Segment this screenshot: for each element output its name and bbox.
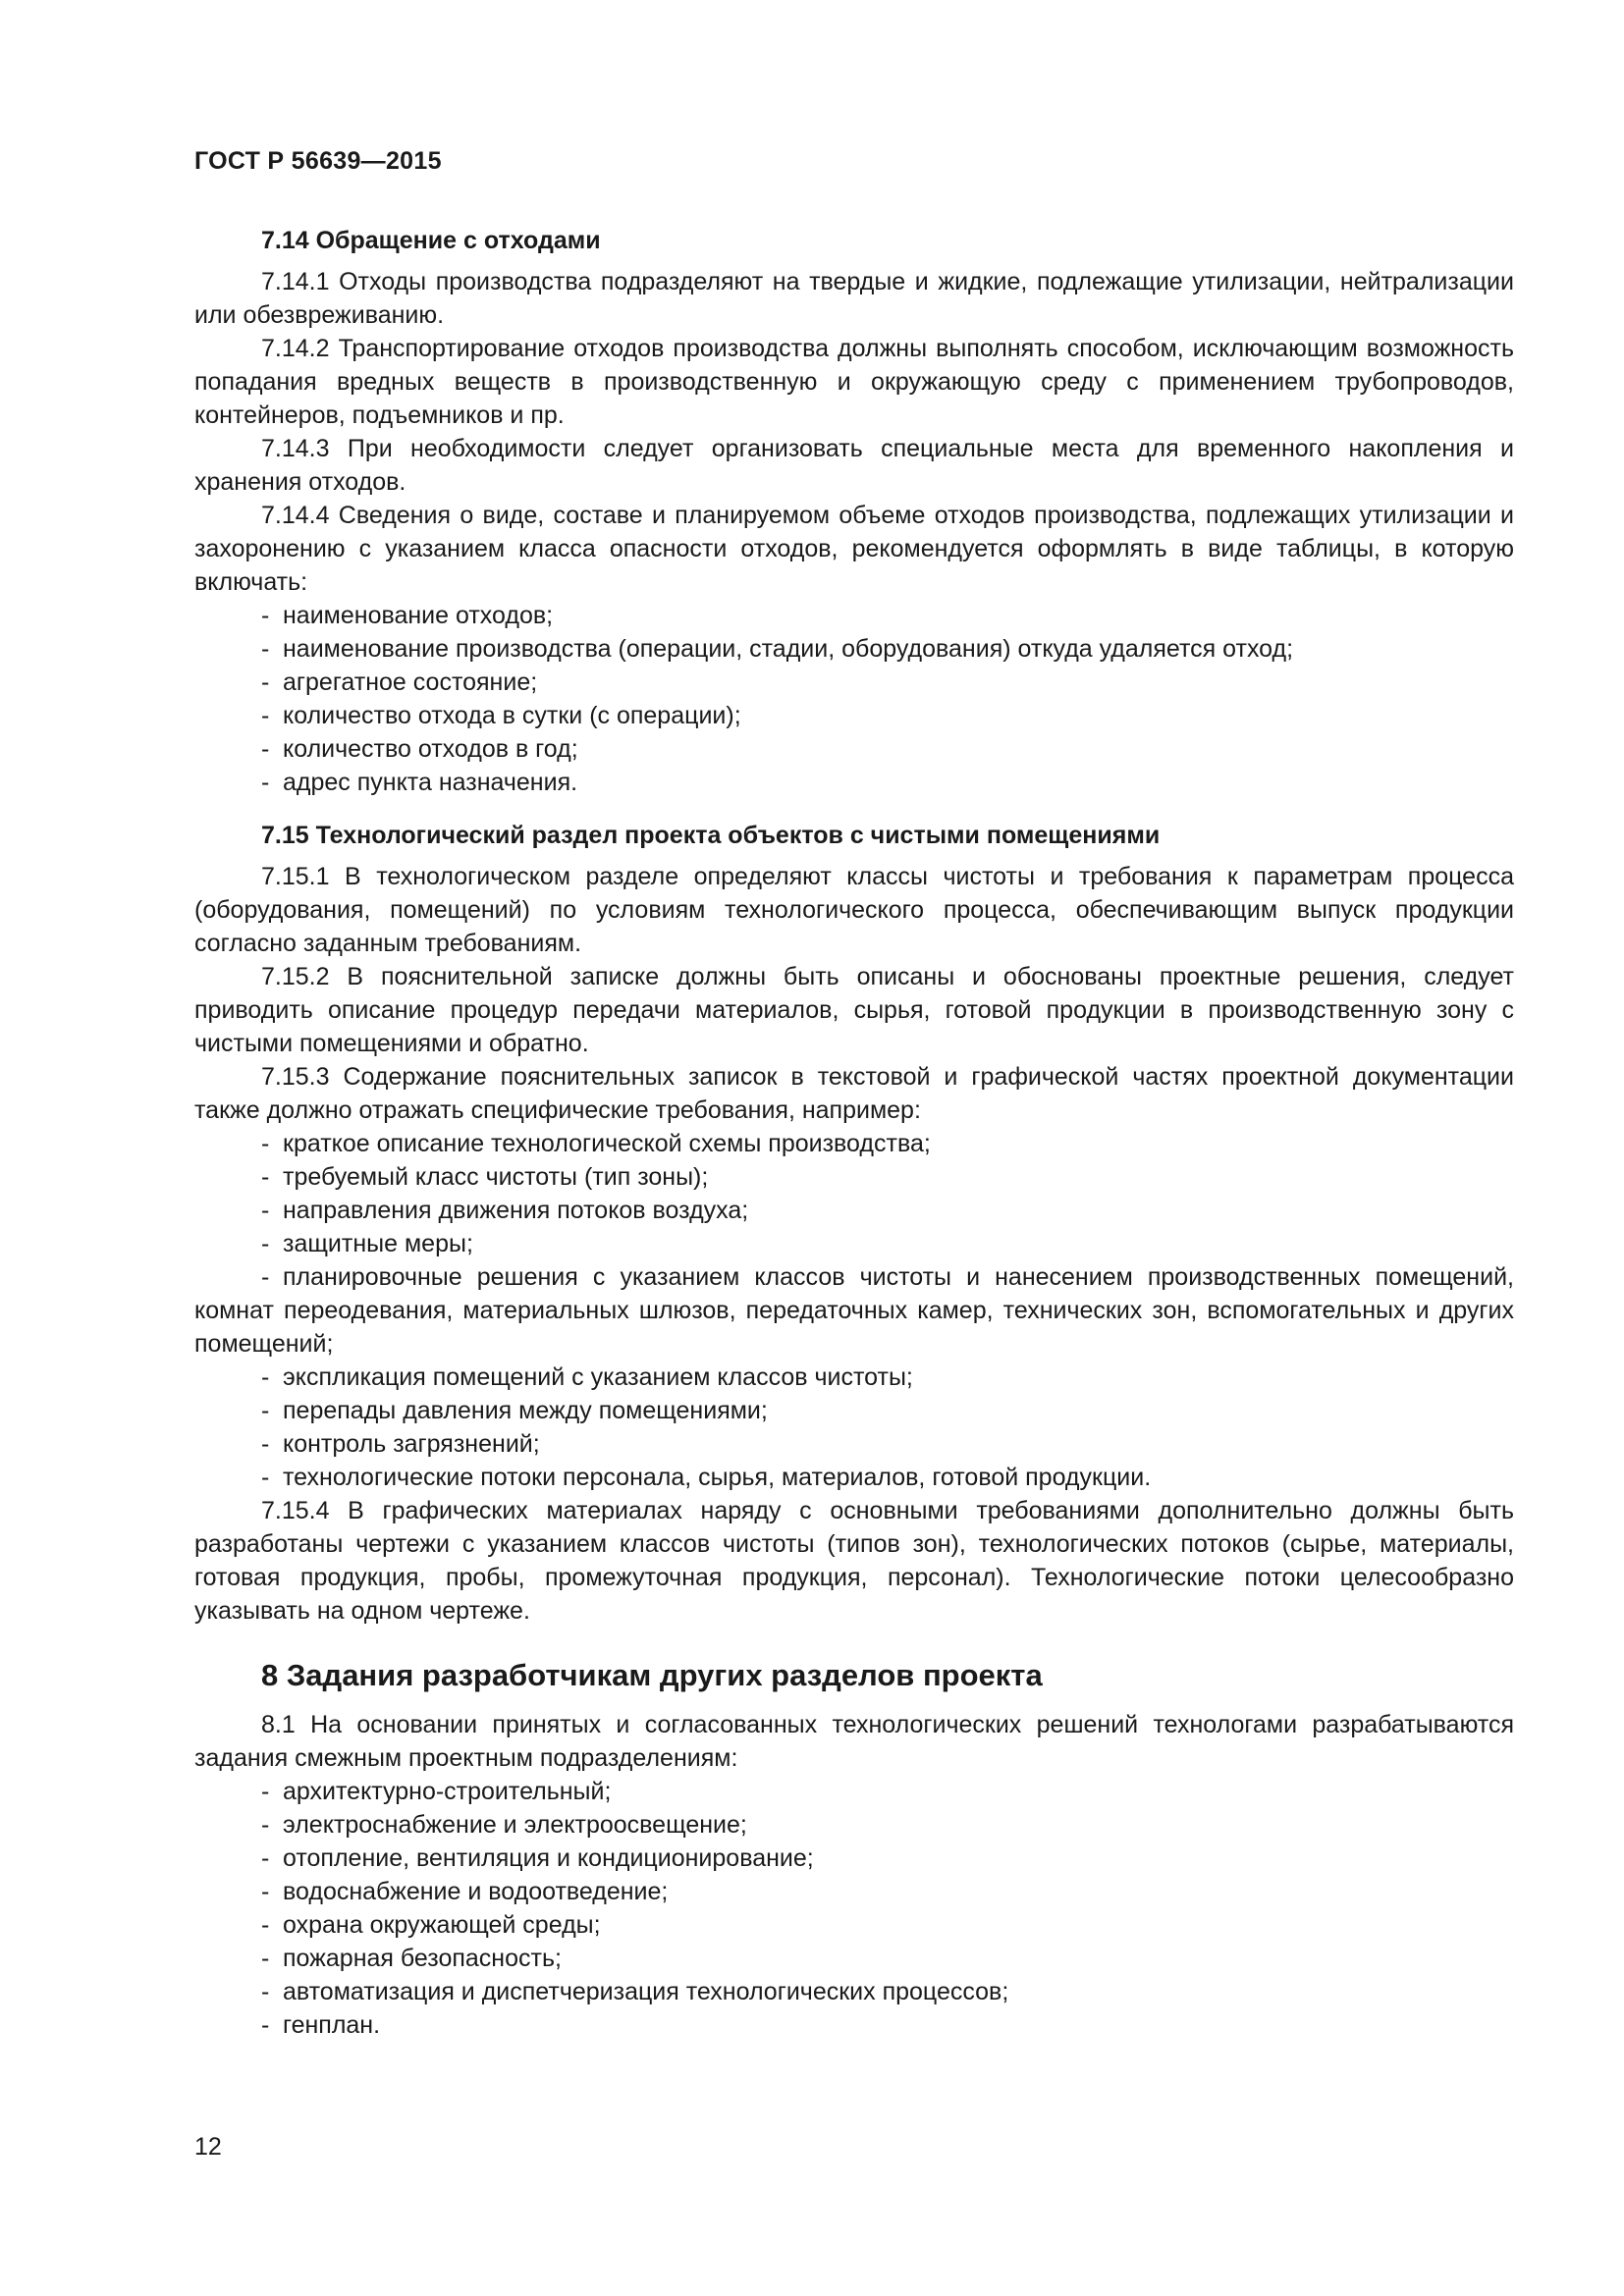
paragraph-7-14-4: 7.14.4 Сведения о виде, составе и планируемом объеме отходов производства, подлежащих утилизации и захоронению с указанием класса опасности отходов, рекомендуется оформлять в виде таблицы, в которую включать: bbox=[194, 502, 1514, 596]
list-item: - генплан. bbox=[261, 2011, 381, 2039]
document-header: ГОСТ Р 56639—2015 bbox=[194, 147, 442, 175]
list-item: - отопление, вентиляция и кондиционирование; bbox=[261, 1844, 814, 1872]
list-item: - количество отходов в год; bbox=[261, 735, 578, 763]
list-item: - контроль загрязнений; bbox=[261, 1430, 540, 1458]
list-7-14 bbox=[194, 599, 1514, 799]
paragraph-7-15-2: 7.15.2 В пояснительной записке должны быть описаны и обоснованы проектные решения, следует приводить описание процедур передачи материалов, сырья, готовой продукции в производственную зону с чистыми помещениями и обратно. bbox=[194, 963, 1514, 1057]
list-7-15 bbox=[194, 1127, 1514, 1494]
list-item: - направления движения потоков воздуха; bbox=[261, 1197, 749, 1224]
list-item: - архитектурно-строительный; bbox=[261, 1778, 612, 1805]
page-number: 12 bbox=[194, 2133, 222, 2161]
section-7-14-title: 7.14 Обращение с отходами bbox=[261, 227, 601, 254]
list-8-1 bbox=[194, 1775, 1514, 2042]
paragraph-8-1: 8.1 На основании принятых и согласованных технологических решений технологами разрабатываются задания смежным проектным подразделениям: bbox=[194, 1711, 1514, 1772]
list-item: - краткое описание технологической схемы производства; bbox=[261, 1130, 931, 1157]
list-item: - технологические потоки персонала, сырья, материалов, готовой продукции. bbox=[261, 1464, 1152, 1491]
list-item: - охрана окружающей среды; bbox=[261, 1911, 601, 1939]
list-item: - пожарная безопасность; bbox=[261, 1945, 562, 1972]
list-item: - количество отхода в сутки (с операции); bbox=[261, 702, 741, 729]
paragraph-7-14-2: 7.14.2 Транспортирование отходов производства должны выполнять способом, исключающим возможность попадания вредных веществ в производственную и окружающую среду с применением трубопроводов, контейнеров, подъемников и пр. bbox=[194, 335, 1514, 429]
paragraph-7-15-1: 7.15.1 В технологическом разделе определяют классы чистоты и требования к параметрам процесса (оборудования, помещений) по условиям технологического процесса, обеспечивающим выпуск продукции согласно заданным требованиям. bbox=[194, 863, 1514, 957]
paragraph-7-14-3: 7.14.3 При необходимости следует организовать специальные места для временного накопления и хранения отходов. bbox=[194, 435, 1514, 496]
list-item: - перепады давления между помещениями; bbox=[261, 1397, 768, 1424]
list-item: - наименование отходов; bbox=[261, 602, 554, 629]
paragraph-7-15-4: 7.15.4 В графических материалах наряду с основными требованиями дополнительно должны быть разработаны чертежи с указанием классов чистоты (типов зон), технологических потоков (сырье, материалы, готовая продукция, пробы, промежуточная продукция, персонал). Технологические потоки целесообразно указывать на одном чертеже. bbox=[194, 1497, 1514, 1625]
section-7-15-title: 7.15 Технологический раздел проекта объектов с чистыми помещениями bbox=[261, 822, 1161, 849]
list-item: - наименование производства (операции, стадии, оборудования) откуда удаляется отход; bbox=[261, 635, 1294, 663]
list-item: - экспликация помещений с указанием классов чистоты; bbox=[261, 1363, 913, 1391]
list-item: - защитные меры; bbox=[261, 1230, 473, 1257]
list-item: - электроснабжение и электроосвещение; bbox=[261, 1811, 747, 1839]
list-item: - агрегатное состояние; bbox=[261, 668, 538, 696]
list-item: - требуемый класс чистоты (тип зоны); bbox=[261, 1163, 709, 1191]
list-item: - планировочные решения с указанием классов чистоты и нанесением производственных помещений, комнат переодевания, материальных шлюзов, передаточных камер, технических зон, вспомогательных и других помещений; bbox=[194, 1263, 1514, 1358]
paragraph-7-14-1: 7.14.1 Отходы производства подразделяют на твердые и жидкие, подлежащие утилизации, нейтрализации или обезвреживанию. bbox=[194, 268, 1514, 329]
paragraph-7-15-3: 7.15.3 Содержание пояснительных записок в текстовой и графической частях проектной документации также должно отражать специфические требования, например: bbox=[194, 1063, 1514, 1124]
section-8-title: 8 Задания разработчикам других разделов проекта bbox=[261, 1658, 1043, 1692]
list-item: - адрес пункта назначения. bbox=[261, 769, 578, 796]
list-item: - водоснабжение и водоотведение; bbox=[261, 1878, 669, 1905]
page-content bbox=[194, 224, 1514, 2042]
list-item: - автоматизация и диспетчеризация технологических процессов; bbox=[261, 1978, 1009, 2005]
